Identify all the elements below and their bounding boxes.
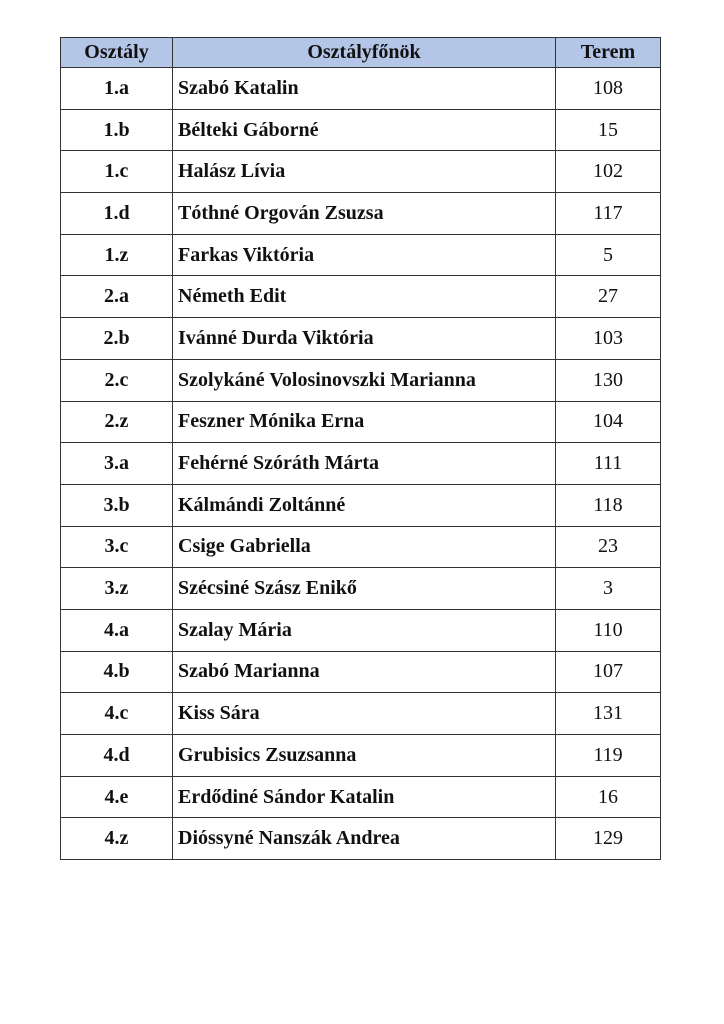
header-class: Osztály	[61, 38, 173, 68]
table-body	[61, 68, 661, 860]
room-cell: 3	[556, 568, 661, 610]
teacher-cell: Dióssyné Nanszák Andrea	[173, 818, 556, 860]
class-cell: 1.c	[61, 151, 173, 193]
room-cell: 107	[556, 651, 661, 693]
table-row	[61, 443, 661, 485]
class-cell: 4.e	[61, 776, 173, 818]
teacher-cell: Grubisics Zsuzsanna	[173, 735, 556, 777]
table-row	[61, 526, 661, 568]
room-cell: 5	[556, 234, 661, 276]
room-cell: 117	[556, 193, 661, 235]
teacher-cell: Szabó Marianna	[173, 651, 556, 693]
teacher-cell: Csige Gabriella	[173, 526, 556, 568]
class-cell: 4.d	[61, 735, 173, 777]
class-cell: 3.b	[61, 484, 173, 526]
table-row	[61, 484, 661, 526]
table-header	[61, 38, 661, 68]
class-cell: 4.b	[61, 651, 173, 693]
class-cell: 2.a	[61, 276, 173, 318]
class-cell: 1.b	[61, 109, 173, 151]
table-row	[61, 193, 661, 235]
table-row	[61, 234, 661, 276]
table-row	[61, 693, 661, 735]
room-cell: 16	[556, 776, 661, 818]
teacher-cell: Kiss Sára	[173, 693, 556, 735]
table-row	[61, 318, 661, 360]
table-row	[61, 68, 661, 110]
class-cell: 3.c	[61, 526, 173, 568]
table-row	[61, 609, 661, 651]
teacher-cell: Farkas Viktória	[173, 234, 556, 276]
room-cell: 130	[556, 359, 661, 401]
table-row	[61, 401, 661, 443]
table-row	[61, 651, 661, 693]
header-room: Terem	[556, 38, 661, 68]
header-teacher: Osztályfőnök	[173, 38, 556, 68]
teacher-cell: Kálmándi Zoltánné	[173, 484, 556, 526]
table-row	[61, 818, 661, 860]
table-row	[61, 776, 661, 818]
teacher-cell: Halász Lívia	[173, 151, 556, 193]
table-row	[61, 276, 661, 318]
class-cell: 2.z	[61, 401, 173, 443]
room-cell: 119	[556, 735, 661, 777]
table-row	[61, 568, 661, 610]
teacher-cell: Feszner Mónika Erna	[173, 401, 556, 443]
class-cell: 3.z	[61, 568, 173, 610]
class-cell: 1.a	[61, 68, 173, 110]
teacher-cell: Szolykáné Volosinovszki Marianna	[173, 359, 556, 401]
teacher-cell: Ivánné Durda Viktória	[173, 318, 556, 360]
room-cell: 102	[556, 151, 661, 193]
class-cell: 2.c	[61, 359, 173, 401]
class-cell: 1.d	[61, 193, 173, 235]
class-cell: 2.b	[61, 318, 173, 360]
table-row	[61, 359, 661, 401]
teacher-cell: Bélteki Gáborné	[173, 109, 556, 151]
class-cell: 3.a	[61, 443, 173, 485]
teacher-cell: Fehérné Szóráth Márta	[173, 443, 556, 485]
teacher-cell: Szabó Katalin	[173, 68, 556, 110]
class-cell: 1.z	[61, 234, 173, 276]
table-row	[61, 735, 661, 777]
room-cell: 23	[556, 526, 661, 568]
class-teacher-table-container	[60, 37, 661, 860]
room-cell: 118	[556, 484, 661, 526]
teacher-cell: Szécsiné Szász Enikő	[173, 568, 556, 610]
teacher-cell: Szalay Mária	[173, 609, 556, 651]
room-cell: 27	[556, 276, 661, 318]
teacher-cell: Németh Edit	[173, 276, 556, 318]
class-cell: 4.z	[61, 818, 173, 860]
room-cell: 15	[556, 109, 661, 151]
room-cell: 131	[556, 693, 661, 735]
teacher-cell: Tóthné Orgován Zsuzsa	[173, 193, 556, 235]
room-cell: 129	[556, 818, 661, 860]
table-row	[61, 151, 661, 193]
teacher-cell: Erdődiné Sándor Katalin	[173, 776, 556, 818]
room-cell: 104	[556, 401, 661, 443]
room-cell: 110	[556, 609, 661, 651]
class-cell: 4.c	[61, 693, 173, 735]
header-row	[61, 38, 661, 68]
room-cell: 111	[556, 443, 661, 485]
class-cell: 4.a	[61, 609, 173, 651]
table-row	[61, 109, 661, 151]
room-cell: 103	[556, 318, 661, 360]
room-cell: 108	[556, 68, 661, 110]
class-teacher-table	[60, 37, 661, 860]
